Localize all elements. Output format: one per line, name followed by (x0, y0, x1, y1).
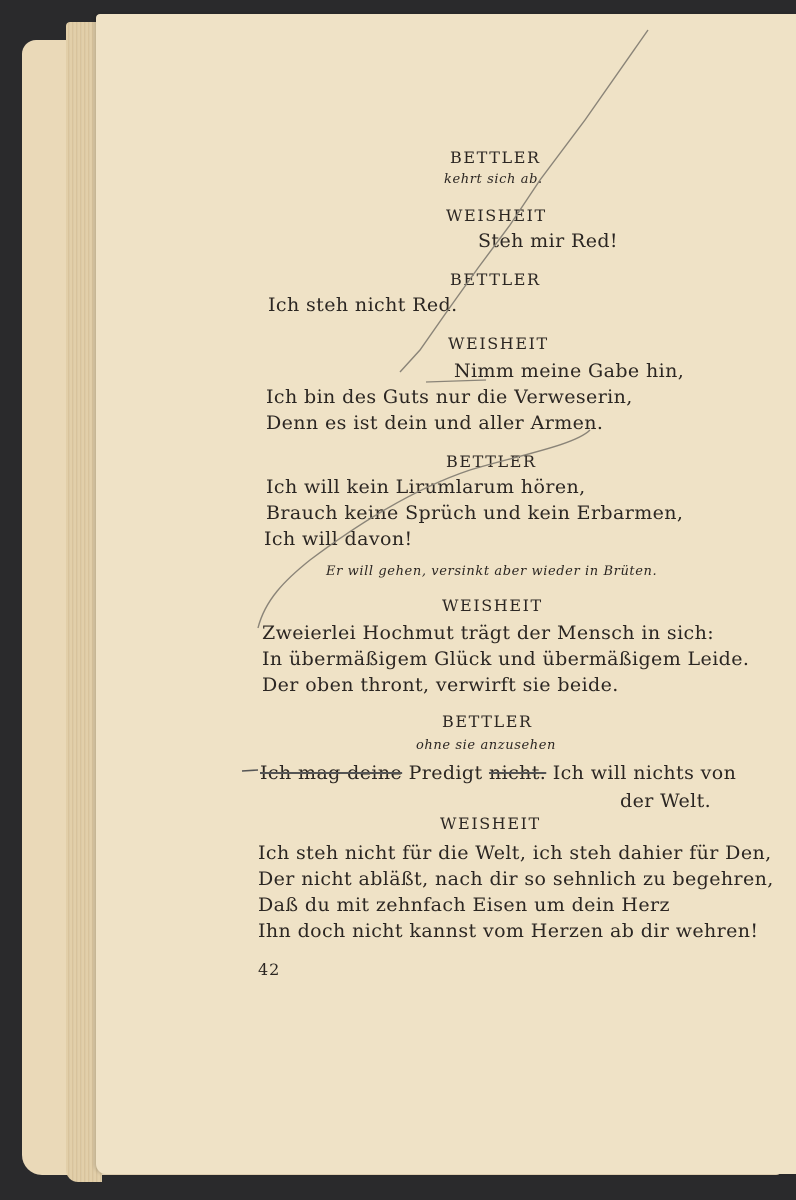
verse-line: Steh mir Red! (478, 230, 618, 252)
verse-line: Zweierlei Hochmut trägt der Mensch in sich: (262, 622, 715, 644)
page-number: 42 (258, 960, 281, 979)
stage-direction-2: Er will gehen, versinkt aber wieder in Brüten. (326, 564, 658, 579)
stage-direction-3: ohne sie anzusehen (416, 738, 557, 753)
verse-line: In übermäßigem Glück und übermäßigem Leide. (262, 648, 750, 670)
speaker-weisheit-4: WEISHEIT (440, 814, 541, 833)
verse-line: Der oben thront, verwirft sie beide. (262, 674, 619, 696)
verse-line: Ich bin des Guts nur die Verweserin, (266, 386, 633, 408)
verse-line: Brauch keine Sprüch und kein Erbarmen, (266, 502, 684, 524)
verse-line: Ich will davon! (264, 528, 413, 550)
verse-line: Ich steh nicht für die Welt, ich steh dahier für Den, (258, 842, 772, 864)
speaker-bettler-3: BETTLER (446, 452, 537, 471)
verse-line: Daß du mit zehnfach Eisen um dein Herz (258, 894, 670, 916)
struck-text-b: nicht. (488, 762, 547, 784)
verse-line: Ihn doch nicht kannst vom Herzen ab dir wehren! (258, 920, 759, 942)
speaker-weisheit-1: WEISHEIT (446, 206, 547, 225)
speaker-weisheit-2: WEISHEIT (448, 334, 549, 353)
speaker-weisheit-3: WEISHEIT (442, 596, 543, 615)
verse-line-with-strikethrough (260, 762, 736, 784)
verse-line: Der nicht abläßt, nach dir so sehnlich zu begehren, (258, 868, 774, 890)
stage-direction-1: kehrt sich ab. (444, 172, 543, 187)
verse-line-continuation: der Welt. (620, 790, 712, 812)
speaker-bettler-1: BETTLER (450, 148, 541, 167)
verse-line: Ich will kein Lirumlarum hören, (266, 476, 586, 498)
verse-fragment: Ich will nichts von (546, 762, 737, 784)
struck-text-a: Ich mag deine (260, 762, 403, 784)
speaker-bettler-4: BETTLER (442, 712, 533, 731)
verse-line: Ich steh nicht Red. (268, 294, 458, 316)
speaker-bettler-2: BETTLER (450, 270, 541, 289)
book-page (96, 14, 796, 1174)
verse-fragment: Predigt (402, 762, 489, 784)
verse-line: Denn es ist dein und aller Armen. (266, 412, 604, 434)
verse-line: Nimm meine Gabe hin, (454, 360, 685, 382)
